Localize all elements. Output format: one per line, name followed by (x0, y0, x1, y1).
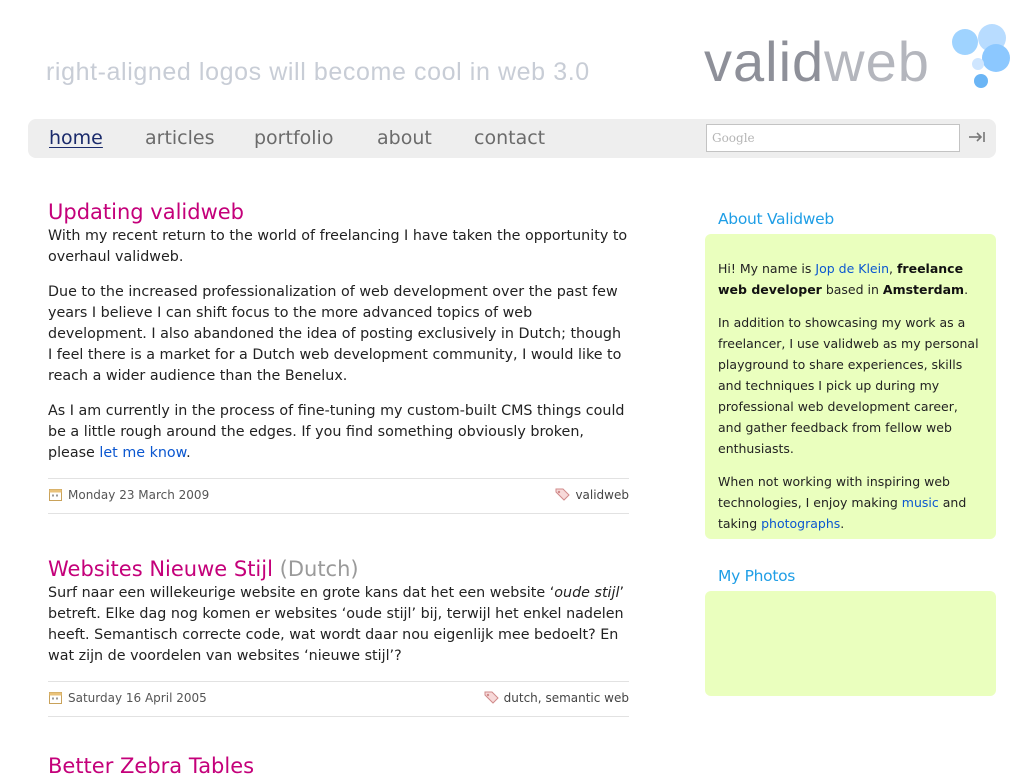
tag-link[interactable]: semantic web (545, 691, 629, 705)
music-link[interactable]: music (901, 495, 939, 510)
tag-icon (484, 691, 500, 704)
calendar-icon (49, 691, 62, 704)
post-websites-nieuwe-stijl (48, 555, 629, 717)
logo-text: validweb (704, 30, 930, 93)
nav-about[interactable]: about (377, 127, 432, 149)
post-title[interactable]: Websites Nieuwe Stijl (Dutch) (48, 557, 359, 581)
post-title[interactable]: Better Zebra Tables (48, 754, 255, 778)
post-tags (555, 488, 629, 502)
post-meta (48, 478, 629, 514)
tag-icon (555, 488, 571, 501)
logo-bubbles-icon (950, 24, 1016, 94)
post-updating-validweb (48, 198, 629, 514)
nav-articles[interactable]: articles (145, 127, 215, 149)
nav-portfolio[interactable]: portfolio (254, 127, 334, 149)
tag-link[interactable]: validweb (575, 488, 629, 502)
post-title[interactable]: Updating validweb (48, 200, 245, 224)
post-better-zebra-tables (48, 752, 629, 780)
site-tagline: right-aligned logos will become cool in web 3.0 (46, 58, 590, 86)
site-logo[interactable] (704, 30, 1014, 100)
author-link[interactable]: Jop de Klein (815, 261, 890, 276)
post-meta (48, 681, 629, 717)
search-submit-icon[interactable] (968, 129, 986, 145)
google-search-box (706, 124, 960, 152)
nav-home[interactable]: home (49, 127, 103, 149)
calendar-icon (49, 488, 62, 501)
about-heading: About Validweb (718, 210, 834, 228)
about-intro: Hi! My name is Jop de Klein, freelance web developer based in Amsterdam. (718, 261, 969, 297)
google-watermark: Google (712, 131, 755, 145)
about-paragraph: When not working with inspiring web technologies, I enjoy making music and taking photographs. (718, 474, 967, 531)
photos-heading: My Photos (718, 567, 796, 585)
post-paragraph: With my recent return to the world of freelancing I have taken the opportunity to overhaul validweb. (48, 228, 628, 265)
main-nav (28, 119, 996, 158)
post-paragraph: Surf naar een willekeurige website en grote kans dat het een website ‘oude stijl’ betreft. Elke dag nog komen er websites ‘oude stijl’ bij, terwijl het enkel nadelen heeft. Semantisch correcte code, wat wordt daar nou eigenlijk mee bedoelt? En wat zijn de voordelen van websites ‘nieuwe stijl’? (48, 585, 625, 664)
post-language-label: (Dutch) (279, 557, 359, 581)
contact-link[interactable]: let me know (99, 445, 187, 461)
nav-contact[interactable]: contact (474, 127, 546, 149)
about-paragraph: In addition to showcasing my work as a freelancer, I use validweb as my personal playground to share experiences, skills and techniques I pick up during my professional web development career, and gather feedback from fellow web enthusiasts. (718, 315, 979, 456)
post-date: Saturday 16 April 2005 (68, 691, 207, 705)
photos-box (705, 591, 996, 696)
photographs-link[interactable]: photographs (761, 516, 841, 531)
post-date: Monday 23 March 2009 (68, 488, 210, 502)
post-paragraph: As I am currently in the process of fine-tuning my custom-built CMS things could be a little rough around the edges. If you find something obviously broken, please let me know. (48, 403, 625, 461)
about-box (705, 234, 996, 539)
post-tags: dutch, semantic web (484, 691, 629, 705)
tag-link[interactable]: dutch (503, 691, 538, 705)
search-input[interactable] (707, 125, 959, 151)
post-paragraph: Due to the increased professionalization of web development over the past few years I believe I can shift focus to the more advanced topics of web development. I also abandoned the idea of posting exclusively in Dutch; though I feel there is a market for a Dutch web development community, I would like to reach a wider audience than the Benelux. (48, 284, 622, 384)
